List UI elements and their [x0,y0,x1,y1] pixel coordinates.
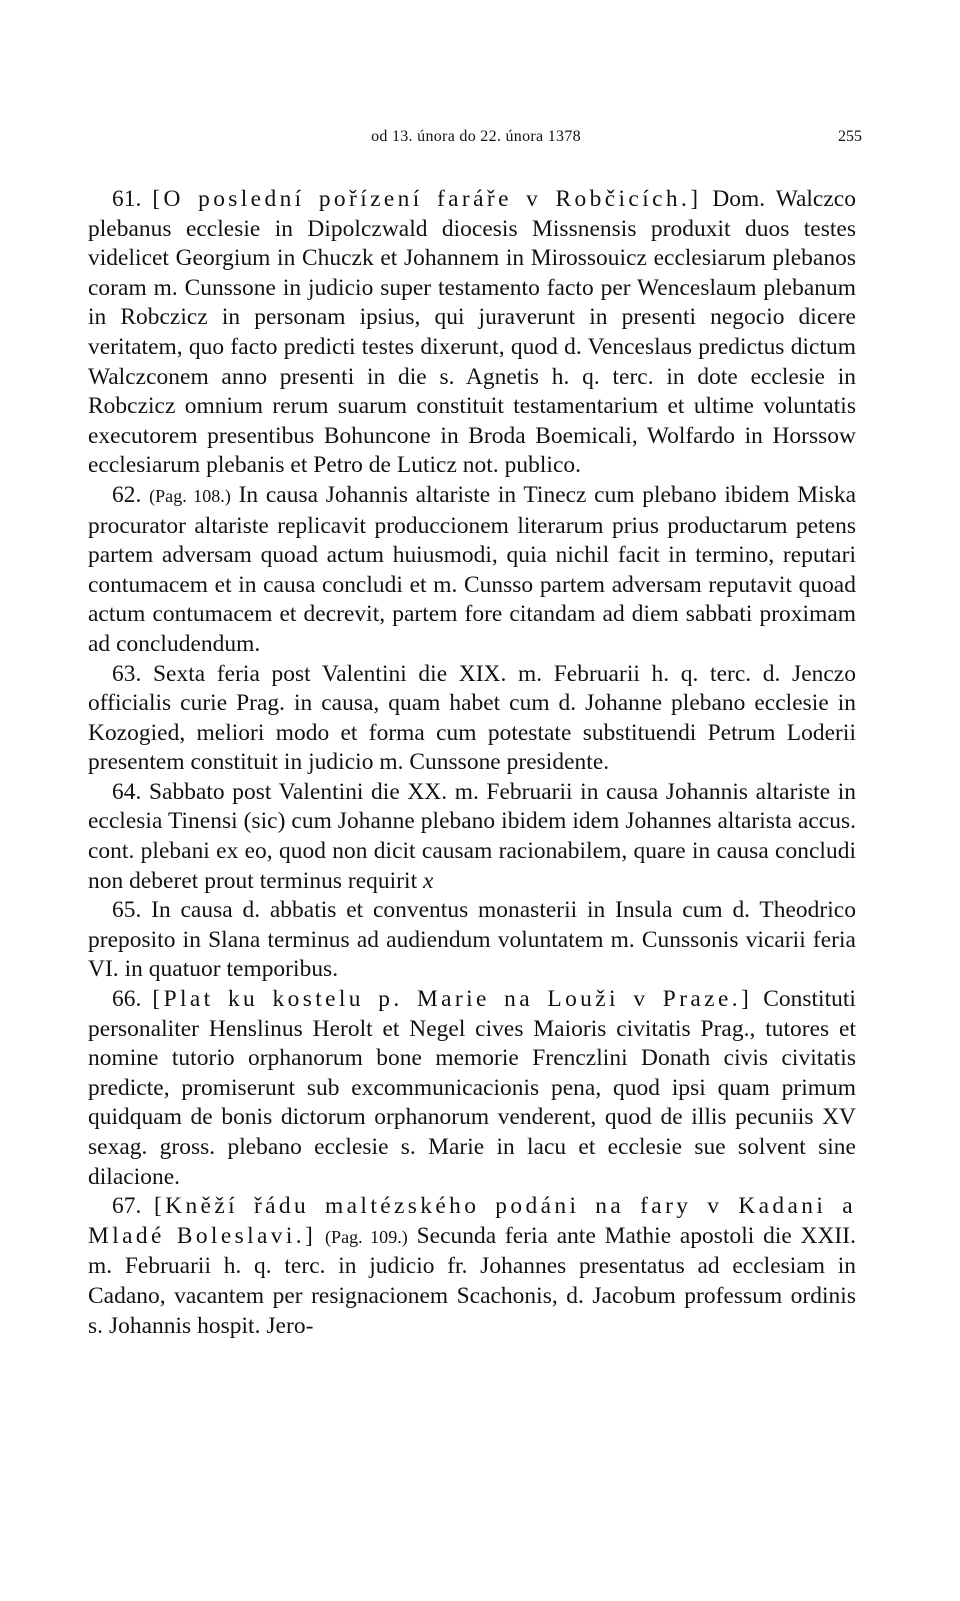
page-reference: (Pag. 108.) [149,485,231,506]
running-head-title: od 13. února do 22. února 1378 [371,128,581,145]
entry-64 [88,778,856,896]
entry-number: 63. [112,660,142,687]
page-reference: (Pag. 109.) [324,1226,408,1247]
entry-number: 61. [112,186,142,212]
entry-number: 64. [112,778,142,805]
entry-number: 62. [112,481,142,508]
entry-text: Constituti personaliter Henslinus Herolt et Negel cives Maioris civitatis Prag., tutores et nomine tutorio orphanorum bone memorie Frenczlini Donath civis civitatis predicte, promiserunt sub excommunicacionis pena, quod ipsi quam primum quidquam de bonis dictorum orphanorum venderent, quod de illis pecuniis XV sexag. gross. plebano ecclesie s. Marie in lacu et ecclesie sue solvent sine dilacione. [88,986,856,1190]
entry-number: 67. [112,1193,142,1220]
entry-text: In causa Johannis altariste in Tinecz cum plebano ibidem Miska procurator altariste replicavit produccionem literarum prius productarum petens partem adversam quoad actum huiusmodi, quia nichil facit in termino, reputari contumacem et in causa concludi et m. Cunsso partem adversam reputavit quoad actum contumacem et decrevit, partem fore citandam ad diem sabbati proximam ad concludendum. [88,481,857,657]
entry-text: In causa d. abbatis et conventus monasterii in Insula cum d. Theodrico preposito in Slana terminus ad audiendum voluntatem m. Cunssonis vicarii feria VI. in quatuor temporibus. [88,897,856,983]
entry-number: 65. [112,897,142,924]
entry-text: Sexta feria post Valentini die XIX. m. Februarii h. q. terc. d. Jenczo officialis curie Prag. in causa, quam habet cum d. Johanne plebano ecclesie in Kozogied, meliori modo et forma cum potestate substituendi Petrum Loderii presentem constituit in judicio m. Cunssone presidente. [88,660,856,776]
entry-63 [88,660,856,778]
entry-61 [88,185,856,481]
entry-text: Sabbato post Valentini die XX. m. Februarii in causa Johannis altariste in ecclesia Tinensi (sic) cum Johanne plebano ibidem idem Johannes altarista accus. cont. plebani ex eo, quod non dicit causam racionabilem, quare in causa concludi non deberet prout terminus requirit [88,778,856,894]
entry-66 [88,985,856,1192]
entry-text: Dom. Walczco plebanus ecclesie in Dipolczwald diocesis Missnensis produxit duos testes videlicet Georgium in Chuczk et Johannem in Mirossouicz ecclesiarum plebanos coram m. Cunssone in judicio super testamento facto per Wenceslaum plebanum in Robczicz in personam ipsius, qui juraverunt in presenti negocio dicere veritatem, quo facto predicti testes dixerunt, quod d. Venceslaus predictus dictum Walczconem anno presenti in die s. Agnetis h. q. terc. in dote ecclesie in Robczicz omnium rerum suarum constituit testamentarium et ultime voluntatis executorem presentibus Bohuncone in Broda Boemicali, Wolfardo in Horssow ecclesiarum plebanis et Petro de Luticz not. publico. [88,186,856,479]
entry-heading: [O poslední pořízení faráře v Robčicích.] [152,186,702,212]
entry-heading: [Plat ku kostelu p. Marie na Louži v Praze.] [152,986,753,1013]
entry-heading: [Kněží řádu maltézského podáni na fary v Kadani a Mladé Boleslavi.] [88,1193,856,1249]
entry-number: 66. [112,986,142,1013]
running-head [90,128,862,160]
etc-mark: x [423,867,434,894]
entry-65 [88,896,856,985]
entry-text: Secunda feria ante Mathie apostoli die XXII. m. Februarii h. q. terc. in judicio fr. Johannes presentatus ad ecclesiam in Cadano, vacantem per resignacionem Scachonis, d. Jacobum professum ordinis s. Johannis hospit. Jero- [88,1222,856,1339]
entry-62 [88,481,856,660]
document-page [88,128,862,1341]
page-number: 255 [838,128,862,145]
body-text [88,185,856,1341]
entry-67 [88,1192,856,1341]
